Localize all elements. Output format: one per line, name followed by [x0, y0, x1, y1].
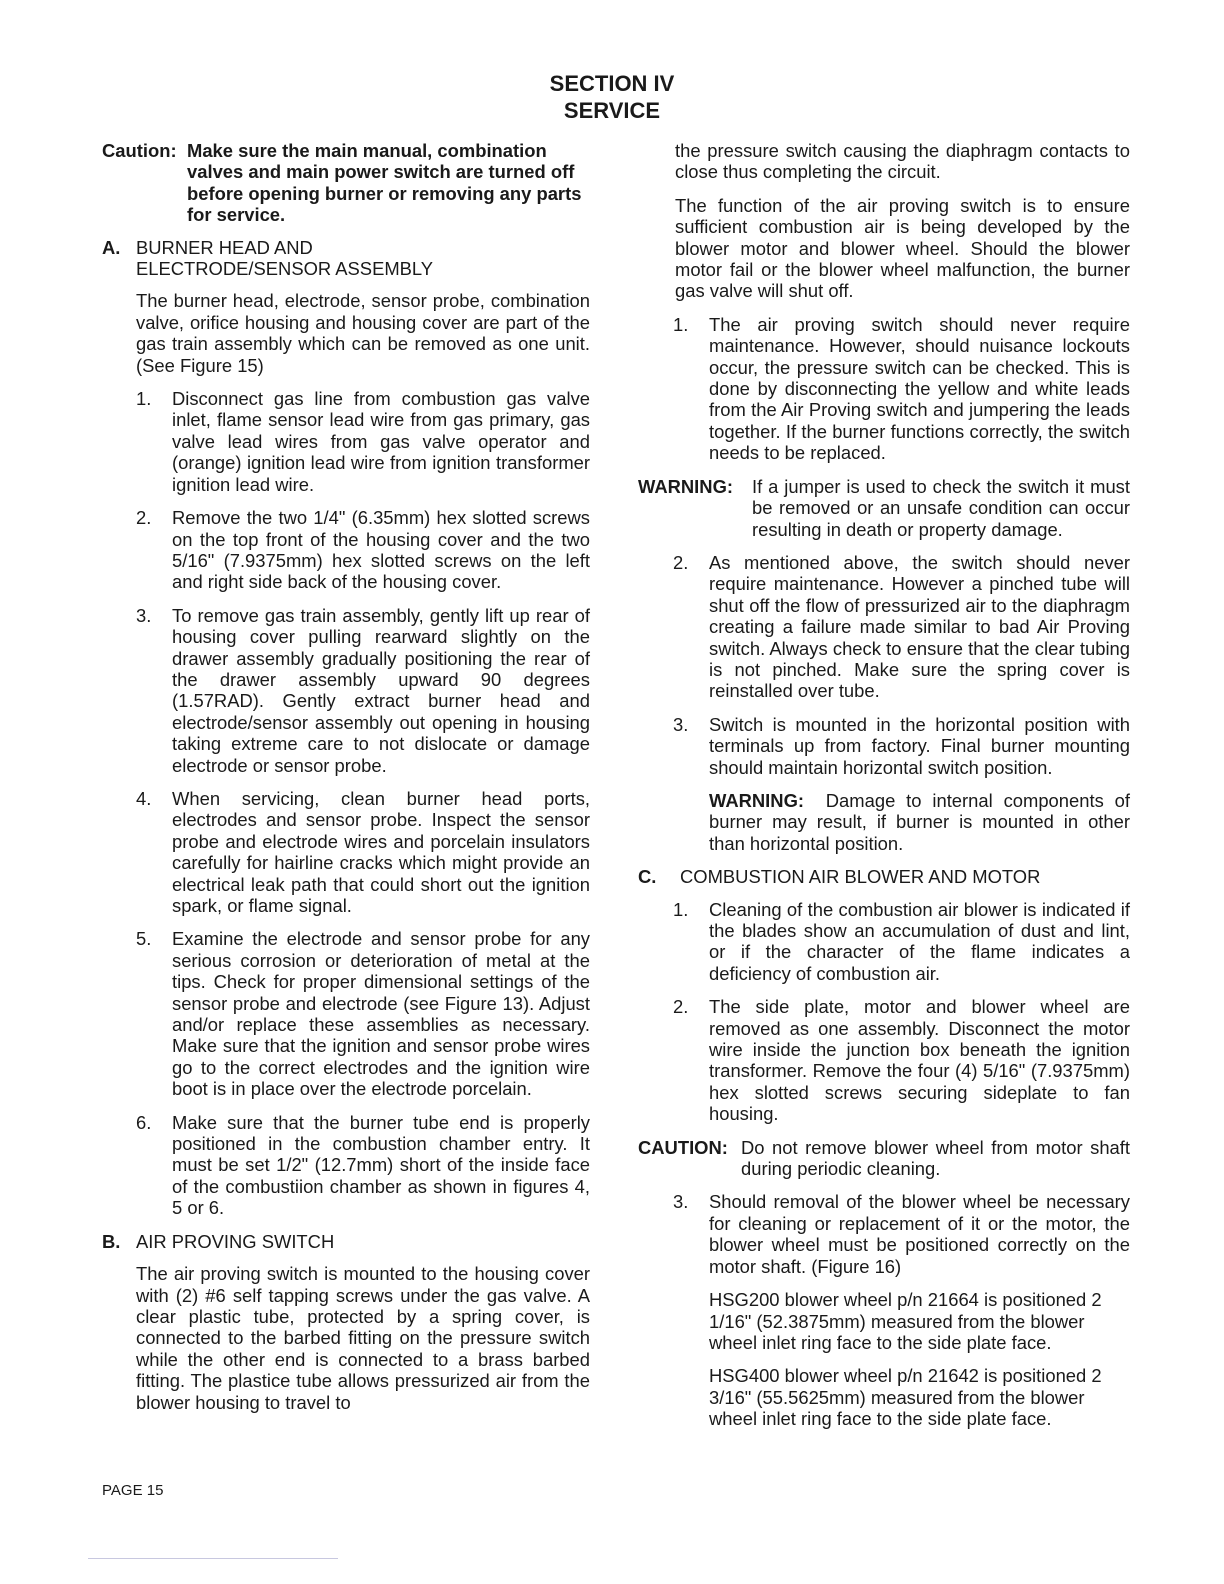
section-a-title-line2: ELECTRODE/SENSOR ASSEMBLY — [136, 258, 434, 280]
inner-warning-notice — [709, 790, 1130, 854]
list-item-number: 2. — [136, 507, 152, 529]
list-item — [673, 1191, 1130, 1277]
right-column — [638, 140, 1130, 1442]
warning-text: If a jumper is used to check the switch it must be removed or an unsafe condition can occur resulting in death or property damage. — [752, 475, 1130, 540]
list-item-text: When servicing, clean burner head ports, electrodes and sensor probe. Inspect the sensor probe and electrode wires and porcelain insulators carefully for hairline cracks which might provide an electrical leak path that could short out the ignition spark, or flame signal. — [172, 787, 590, 916]
section-b-title: AIR PROVING SWITCH — [136, 1230, 335, 1252]
list-item-number: 3. — [673, 1191, 689, 1213]
list-item — [136, 388, 590, 495]
caution-text: Do not remove blower wheel from motor shaft during periodic cleaning. — [741, 1136, 1130, 1180]
list-item-text: Disconnect gas line from combustion gas valve inlet, flame sensor lead wire from gas primary, gas valve lead wires from gas valve operator and (orange) ignition lead wire from ignition transformer ignition lead wire. — [172, 388, 590, 495]
list-item — [136, 605, 590, 776]
list-item-number: 2. — [673, 551, 689, 573]
section-b-letter: B. — [102, 1230, 121, 1252]
list-item-number: 6. — [136, 1111, 152, 1133]
caution-label: CAUTION: — [638, 1136, 728, 1158]
list-item-number: 3. — [136, 604, 152, 626]
section-c-title: COMBUSTION AIR BLOWER AND MOTOR — [680, 866, 1041, 888]
list-item-text: Make sure that the burner tube end is properly positioned in the combustion chamber entry. It must be set 1/2" (12.7mm) short of the inside face of the combustiion chamber as shown in figures 4, 5 or 6. — [172, 1111, 590, 1219]
list-item-number: 1. — [673, 313, 689, 335]
section-b-function: The function of the air proving switch is to ensure sufficient combustion air is being developed by the blower motor and blower wheel. Should the blower motor fail or the blower wheel malfunction, the burner gas valve will shut off. — [675, 194, 1130, 302]
left-column — [102, 140, 590, 1425]
section-c-heading — [638, 866, 1130, 887]
list-item — [673, 899, 1130, 985]
section-b-heading — [102, 1231, 590, 1252]
caution-label: Caution: — [102, 140, 177, 161]
list-item — [673, 714, 1130, 778]
scan-artifact-line — [88, 1558, 338, 1559]
warning-label: WARNING: — [709, 789, 805, 811]
list-item-text: Remove the two 1/4" (6.35mm) hex slotted screws on the top front of the housing cover and the two 5/16" (7.9375mm) hex slotted screws on the left and right side back of the housing cover. — [172, 507, 590, 593]
section-a-letter: A. — [102, 236, 121, 258]
section-b-continued: the pressure switch causing the diaphragm contacts to close thus completing the circuit. — [675, 140, 1130, 183]
list-item-number: 3. — [673, 713, 689, 735]
list-item-text: Cleaning of the combustion air blower is indicated if the blades show an accumulation of dust and lint, or if the character of the flame indicates a deficiency of combustion air. — [709, 898, 1130, 984]
section-a-heading — [102, 237, 590, 280]
list-item — [136, 928, 590, 1099]
caution-text: Make sure the main manual, combination valves and main power switch are turned off before opening burner or removing any parts for service. — [187, 140, 582, 226]
list-item-text: Should removal of the blower wheel be necessary for cleaning or replacement of it or the motor, the blower wheel must be positioned correctly on the motor shaft. (Figure 16) — [709, 1191, 1130, 1277]
list-item — [673, 552, 1130, 702]
list-item — [673, 996, 1130, 1124]
list-item — [136, 788, 590, 916]
section-c-letter: C. — [638, 866, 657, 888]
warning-text: Damage to internal components of burner may result, if burner is mounted in other than horizontal position. — [709, 789, 1130, 854]
list-item-number: 2. — [673, 996, 689, 1018]
list-item-number: 1. — [136, 388, 152, 410]
caution-notice — [102, 140, 590, 226]
list-item-text: As mentioned above, the switch should never require maintenance. However a pinched tube will shut off the flow of pressurized air to the diaphragm creating a failure made similar to bad Air Proving switch. Always check to ensure that the clear tubing is not pinched. Make sure the spring cover is reinstalled over tube. — [709, 551, 1130, 702]
section-a-title-line1: BURNER HEAD AND — [136, 236, 313, 258]
list-item — [136, 1112, 590, 1219]
list-item-number: 5. — [136, 928, 152, 950]
hsg200-spec: HSG200 blower wheel p/n 21664 is positioned 2 1/16" (52.3875mm) measured from the blower wheel inlet ring face to the side plate face. — [709, 1289, 1102, 1353]
list-item-text: The side plate, motor and blower wheel are removed as one assembly. Disconnect the motor wire inside the junction box beneath the ignition transformer. Remove the four (4) 5/16" (7.9375mm) hex slotted screws securing sideplate to fan housing. — [709, 996, 1130, 1125]
section-a-intro: The burner head, electrode, sensor probe, combination valve, orifice housing and housing cover are part of the gas train assembly which can be removed as one unit. (See Figure 15) — [136, 290, 590, 376]
page-number: PAGE 15 — [102, 1482, 164, 1499]
section-b-intro: The air proving switch is mounted to the housing cover with (2) #6 self tapping screws under the gas valve. A clear plastic tube, protected by a spring cover, is connected to the barbed fitting on the pressure switch while the other end is connected to a brass barbed fitting. The plastice tube allows pressurized air from the blower housing to travel to — [136, 1263, 590, 1413]
list-item — [136, 507, 590, 593]
list-item-text: Examine the electrode and sensor probe for any serious corrosion or deterioration of metal at the tips. Check for proper dimensional settings of the sensor probe and electrode (see Figure 13). Adjust and/or replace these assemblies as necessary. Make sure that the ignition and sensor probe wires go to the correct electrodes and the ignition wire boot is in place over the electrode porcelain. — [172, 928, 590, 1100]
caution-notice — [638, 1137, 1130, 1180]
page-heading — [0, 70, 1224, 124]
list-item-number: 4. — [136, 787, 152, 809]
list-item-number: 1. — [673, 898, 689, 920]
list-item-text: The air proving switch should never require maintenance. However, should nuisance lockouts occur, the pressure switch can be checked. This is done by disconnecting the yellow and white leads from the Air Proving switch and jumpering the leads together. If the burner functions correctly, the switch needs to be replaced. — [709, 313, 1130, 464]
list-item-text: To remove gas train assembly, gently lift up rear of housing cover pulling rearward slightly on the drawer assembly gradually positioning the rear of the drawer assembly upward 90 degrees (1.57RAD). Gently extract burner head and electrode/sensor assembly out opening in housing taking extreme care to not dislocate or damage electrode or sensor probe. — [172, 604, 590, 776]
warning-notice — [638, 476, 1130, 540]
list-item — [673, 314, 1130, 464]
section-number: SECTION IV — [549, 71, 675, 96]
warning-label: WARNING: — [638, 475, 734, 497]
hsg400-spec: HSG400 blower wheel p/n 21642 is positioned 2 3/16" (55.5625mm) measured from the blower wheel inlet ring face to the side plate face. — [709, 1365, 1102, 1430]
list-item-text: Switch is mounted in the horizontal position with terminals up from factory. Final burner mounting should maintain horizontal switch position. — [709, 713, 1130, 778]
section-title: SERVICE — [563, 98, 661, 123]
